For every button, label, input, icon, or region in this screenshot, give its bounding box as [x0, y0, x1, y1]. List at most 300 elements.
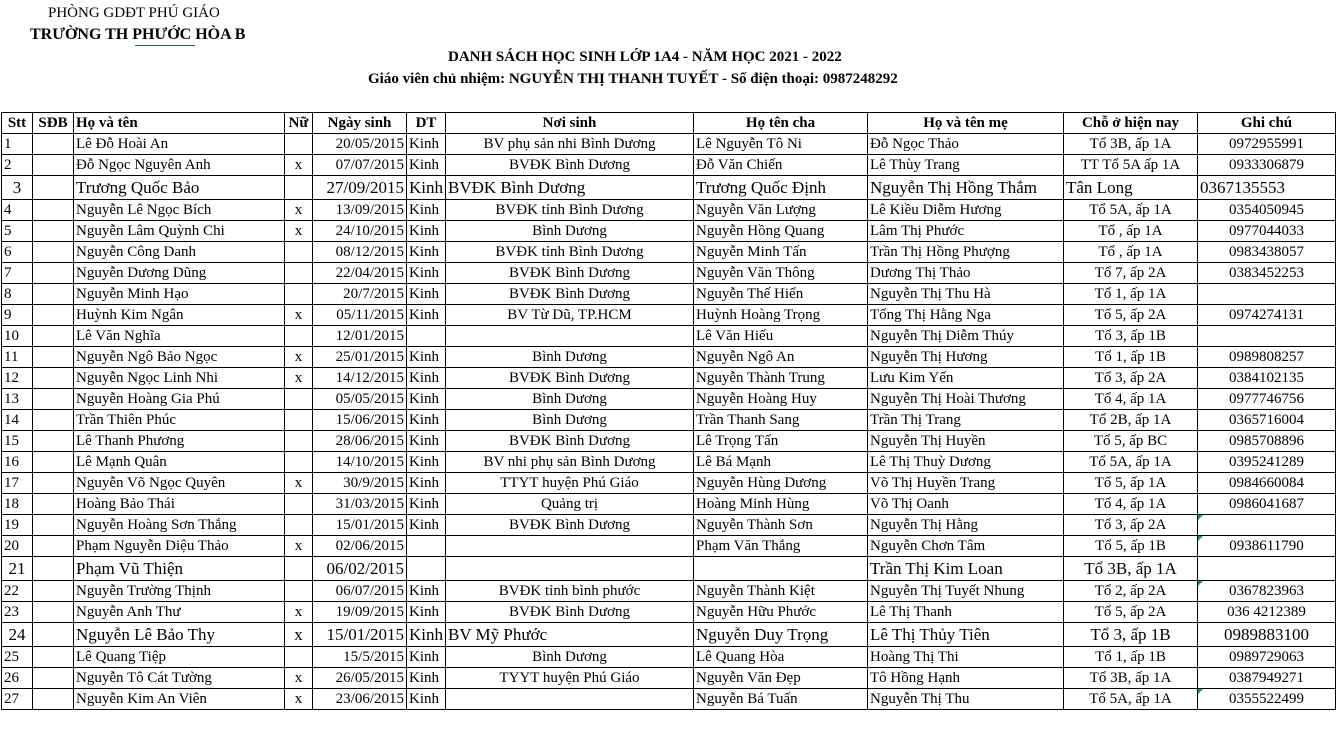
mother-cell: Tô Hồng Hạnh — [868, 668, 1064, 689]
mother-cell: Dương Thị Thảo — [868, 263, 1064, 284]
stt-cell: 9 — [2, 305, 33, 326]
father-cell: Nguyễn Thành Kiệt — [694, 581, 868, 602]
birthplace-cell: BVĐK Bình Dương — [446, 263, 694, 284]
note-cell: 0989808257 — [1198, 347, 1336, 368]
female-cell — [285, 515, 313, 536]
table-row — [2, 155, 1336, 176]
ethnicity-cell: Kinh — [407, 410, 446, 431]
sdb-cell — [33, 473, 74, 494]
sdb-cell — [33, 176, 74, 200]
name-cell: Phạm Nguyễn Diệu Thảo — [74, 536, 285, 557]
address-cell: Tổ 1, ấp 1B — [1064, 647, 1198, 668]
name-cell: Phạm Vũ Thiện — [74, 557, 285, 581]
stt-cell: 11 — [2, 347, 33, 368]
address-cell: Tổ 3, ấp 2A — [1064, 515, 1198, 536]
name-cell: Nguyễn Minh Hạo — [74, 284, 285, 305]
birthplace-cell: TYYT huyện Phú Giáo — [446, 668, 694, 689]
female-cell — [285, 647, 313, 668]
ethnicity-cell: Kinh — [407, 368, 446, 389]
address-cell: Tổ 5, ấp BC — [1064, 431, 1198, 452]
father-cell: Nguyễn Hồng Quang — [694, 221, 868, 242]
female-cell — [285, 494, 313, 515]
ethnicity-cell: Kinh — [407, 515, 446, 536]
ethnicity-cell — [407, 557, 446, 581]
birthplace-cell: BVĐK tỉnh Bình Dương — [446, 200, 694, 221]
female-cell — [285, 134, 313, 155]
stt-cell: 10 — [2, 326, 33, 347]
table-row — [2, 284, 1336, 305]
table-row — [2, 452, 1336, 473]
stt-cell: 6 — [2, 242, 33, 263]
sdb-cell — [33, 602, 74, 623]
birthdate-cell: 05/11/2015 — [313, 305, 407, 326]
column-header-female: Nữ — [285, 113, 313, 134]
father-cell: Nguyễn Hoàng Huy — [694, 389, 868, 410]
stt-cell: 5 — [2, 221, 33, 242]
address-cell: TT Tổ 5A ấp 1A — [1064, 155, 1198, 176]
name-cell: Lê Văn Nghĩa — [74, 326, 285, 347]
birthdate-cell: 27/09/2015 — [313, 176, 407, 200]
note-cell — [1198, 284, 1336, 305]
table-row — [2, 602, 1336, 623]
sdb-cell — [33, 668, 74, 689]
sdb-cell — [33, 284, 74, 305]
mother-cell: Nguyễn Thị Thu — [868, 689, 1064, 710]
female-cell: x — [285, 668, 313, 689]
address-cell: Tân Long — [1064, 176, 1198, 200]
table-row — [2, 242, 1336, 263]
stt-cell: 27 — [2, 689, 33, 710]
stt-cell: 15 — [2, 431, 33, 452]
address-cell: Tổ , ấp 1A — [1064, 221, 1198, 242]
mother-cell: Lê Thị Thuỳ Dương — [868, 452, 1064, 473]
table-row — [2, 347, 1336, 368]
document-subtitle: Giáo viên chủ nhiệm: NGUYỄN THỊ THANH TUYẾT - Số điện thoại: 0987248292 — [368, 71, 898, 87]
address-cell: Tổ 5, ấp 1B — [1064, 536, 1198, 557]
table-row — [2, 389, 1336, 410]
stt-cell: 16 — [2, 452, 33, 473]
female-cell — [285, 263, 313, 284]
table-row — [2, 668, 1336, 689]
name-cell: Nguyễn Hoàng Gia Phú — [74, 389, 285, 410]
birthplace-cell: BV nhi phụ sản Bình Dương — [446, 452, 694, 473]
address-cell: Tổ 5, ấp 2A — [1064, 602, 1198, 623]
father-cell: Nguyễn Văn Thông — [694, 263, 868, 284]
name-cell: Nguyễn Dương Dũng — [74, 263, 285, 284]
father-cell — [694, 557, 868, 581]
birthplace-cell: Bình Dương — [446, 221, 694, 242]
birthplace-cell: BV Mỹ Phước — [446, 623, 694, 647]
address-cell: Tổ 7, ấp 2A — [1064, 263, 1198, 284]
note-cell: 0367135553 — [1198, 176, 1336, 200]
note-cell: 0974274131 — [1198, 305, 1336, 326]
sdb-cell — [33, 494, 74, 515]
birthdate-cell: 30/9/2015 — [313, 473, 407, 494]
mother-cell: Lưu Kim Yến — [868, 368, 1064, 389]
table-row — [2, 536, 1336, 557]
name-cell: Nguyễn Trường Thịnh — [74, 581, 285, 602]
name-cell: Nguyễn Ngọc Linh Nhi — [74, 368, 285, 389]
address-cell: Tổ 2B, ấp 1A — [1064, 410, 1198, 431]
father-cell: Nguyễn Thành Sơn — [694, 515, 868, 536]
table-row — [2, 647, 1336, 668]
father-cell: Lê Trọng Tấn — [694, 431, 868, 452]
birthplace-cell: BVĐK Bình Dương — [446, 176, 694, 200]
mother-cell: Nguyễn Thị Hồng Thắm — [868, 176, 1064, 200]
female-cell: x — [285, 155, 313, 176]
stt-cell: 7 — [2, 263, 33, 284]
stt-cell: 3 — [2, 176, 33, 200]
female-cell — [285, 557, 313, 581]
sdb-cell — [33, 431, 74, 452]
table-row — [2, 515, 1336, 536]
birthdate-cell: 26/05/2015 — [313, 668, 407, 689]
mother-cell: Nguyễn Thị Thu Hà — [868, 284, 1064, 305]
table-row — [2, 557, 1336, 581]
birthplace-cell — [446, 557, 694, 581]
stt-cell: 8 — [2, 284, 33, 305]
ethnicity-cell: Kinh — [407, 494, 446, 515]
address-cell: Tổ 3B, ấp 1A — [1064, 668, 1198, 689]
mother-cell: Lâm Thị Phước — [868, 221, 1064, 242]
note-cell: 0989729063 — [1198, 647, 1336, 668]
mother-cell: Nguyễn Thị Hương — [868, 347, 1064, 368]
sdb-cell — [33, 326, 74, 347]
ethnicity-cell: Kinh — [407, 431, 446, 452]
father-cell: Nguyễn Văn Đẹp — [694, 668, 868, 689]
birthplace-cell: Bình Dương — [446, 647, 694, 668]
student-roster-table — [1, 112, 1336, 710]
table-row — [2, 134, 1336, 155]
note-cell: 0972955991 — [1198, 134, 1336, 155]
name-cell: Nguyễn Lâm Quỳnh Chi — [74, 221, 285, 242]
father-cell: Nguyễn Thành Trung — [694, 368, 868, 389]
mother-cell: Đỗ Ngọc Thảo — [868, 134, 1064, 155]
address-cell: Tổ 5A, ấp 1A — [1064, 689, 1198, 710]
ethnicity-cell: Kinh — [407, 200, 446, 221]
school-name-underline — [135, 45, 195, 46]
sdb-cell — [33, 515, 74, 536]
birthdate-cell: 20/7/2015 — [313, 284, 407, 305]
ethnicity-cell: Kinh — [407, 221, 446, 242]
ethnicity-cell: Kinh — [407, 689, 446, 710]
table-row — [2, 623, 1336, 647]
school-department: PHÒNG GDĐT PHÚ GIÁO — [48, 5, 220, 21]
name-cell: Nguyễn Anh Thư — [74, 602, 285, 623]
mother-cell: Lê Thị Thanh — [868, 602, 1064, 623]
column-header-note: Ghi chú — [1198, 113, 1336, 134]
stt-cell: 18 — [2, 494, 33, 515]
ethnicity-cell: Kinh — [407, 155, 446, 176]
note-cell: 0984660084 — [1198, 473, 1336, 494]
document-title: DANH SÁCH HỌC SINH LỚP 1A4 - NĂM HỌC 2021 - 2022 — [448, 49, 842, 65]
birthdate-cell: 07/07/2015 — [313, 155, 407, 176]
name-cell: Nguyễn Ngô Bảo Ngọc — [74, 347, 285, 368]
father-cell: Lê Nguyễn Tô Ni — [694, 134, 868, 155]
name-cell: Nguyễn Tô Cát Tường — [74, 668, 285, 689]
birthdate-cell: 15/01/2015 — [313, 515, 407, 536]
mother-cell: Trần Thị Hồng Phượng — [868, 242, 1064, 263]
father-cell: Nguyễn Văn Lượng — [694, 200, 868, 221]
stt-cell: 1 — [2, 134, 33, 155]
birthdate-cell: 13/09/2015 — [313, 200, 407, 221]
address-cell: Tổ 4, ấp 1A — [1064, 494, 1198, 515]
mother-cell: Trần Thị Trang — [868, 410, 1064, 431]
name-cell: Nguyễn Võ Ngọc Quyên — [74, 473, 285, 494]
female-cell — [285, 176, 313, 200]
sdb-cell — [33, 221, 74, 242]
ethnicity-cell: Kinh — [407, 473, 446, 494]
note-cell: 0354050945 — [1198, 200, 1336, 221]
father-cell: Lê Bá Mạnh — [694, 452, 868, 473]
roster-body — [2, 134, 1336, 710]
birthdate-cell: 06/02/2015 — [313, 557, 407, 581]
birthplace-cell: TTYT huyện Phú Giáo — [446, 473, 694, 494]
table-row — [2, 689, 1336, 710]
birthplace-cell: Quảng trị — [446, 494, 694, 515]
mother-cell: Nguyễn Thị Huyền — [868, 431, 1064, 452]
ethnicity-cell: Kinh — [407, 176, 446, 200]
note-cell — [1198, 326, 1336, 347]
sdb-cell — [33, 623, 74, 647]
female-cell — [285, 452, 313, 473]
table-row — [2, 176, 1336, 200]
column-header-birthdate: Ngày sinh — [313, 113, 407, 134]
female-cell: x — [285, 602, 313, 623]
female-cell: x — [285, 200, 313, 221]
ethnicity-cell: Kinh — [407, 623, 446, 647]
table-row — [2, 368, 1336, 389]
mother-cell: Võ Thị Huyền Trang — [868, 473, 1064, 494]
note-cell: 0395241289 — [1198, 452, 1336, 473]
note-cell: 0387949271 — [1198, 668, 1336, 689]
ethnicity-cell: Kinh — [407, 647, 446, 668]
note-cell: 0384102135 — [1198, 368, 1336, 389]
address-cell: Tổ 5A, ấp 1A — [1064, 452, 1198, 473]
stt-cell: 12 — [2, 368, 33, 389]
table-row — [2, 410, 1336, 431]
father-cell: Trương Quốc Định — [694, 176, 868, 200]
stt-cell: 4 — [2, 200, 33, 221]
note-cell: 0986041687 — [1198, 494, 1336, 515]
mother-cell: Lê Thùy Trang — [868, 155, 1064, 176]
female-cell — [285, 284, 313, 305]
mother-cell: Lê Thị Thủy Tiên — [868, 623, 1064, 647]
female-cell — [285, 242, 313, 263]
note-cell: 0977746756 — [1198, 389, 1336, 410]
stt-cell: 24 — [2, 623, 33, 647]
sdb-cell — [33, 389, 74, 410]
mother-cell: Nguyễn Thị Hằng — [868, 515, 1064, 536]
father-cell: Nguyễn Minh Tấn — [694, 242, 868, 263]
mother-cell: Nguyễn Thị Tuyết Nhung — [868, 581, 1064, 602]
father-cell: Lê Văn Hiếu — [694, 326, 868, 347]
female-cell — [285, 326, 313, 347]
father-cell: Nguyễn Duy Trọng — [694, 623, 868, 647]
address-cell: Tổ 3B, ấp 1A — [1064, 557, 1198, 581]
table-header-row — [2, 113, 1336, 134]
column-header-address: Chỗ ở hiện nay — [1064, 113, 1198, 134]
name-cell: Nguyễn Lê Ngọc Bích — [74, 200, 285, 221]
address-cell: Tổ 3, ấp 1B — [1064, 623, 1198, 647]
note-cell: 0933306879 — [1198, 155, 1336, 176]
birthdate-cell: 15/06/2015 — [313, 410, 407, 431]
ethnicity-cell: Kinh — [407, 581, 446, 602]
female-cell: x — [285, 221, 313, 242]
female-cell — [285, 389, 313, 410]
school-name: TRƯỜNG TH PHƯỚC HÒA B — [30, 26, 246, 43]
birthplace-cell — [446, 689, 694, 710]
sdb-cell — [33, 410, 74, 431]
birthdate-cell: 08/12/2015 — [313, 242, 407, 263]
birthplace-cell: BVĐK Bình Dương — [446, 368, 694, 389]
address-cell: Tổ , ấp 1A — [1064, 242, 1198, 263]
sdb-cell — [33, 305, 74, 326]
name-cell: Hoàng Bảo Thái — [74, 494, 285, 515]
father-cell: Nguyễn Hữu Phước — [694, 602, 868, 623]
stt-cell: 19 — [2, 515, 33, 536]
sdb-cell — [33, 452, 74, 473]
ethnicity-cell — [407, 326, 446, 347]
birthplace-cell: BVĐK Bình Dương — [446, 602, 694, 623]
address-cell: Tổ 3, ấp 1B — [1064, 326, 1198, 347]
female-cell: x — [285, 536, 313, 557]
birthplace-cell: Bình Dương — [446, 347, 694, 368]
address-cell: Tổ 5A, ấp 1A — [1064, 200, 1198, 221]
father-cell: Nguyễn Ngô An — [694, 347, 868, 368]
stt-cell: 23 — [2, 602, 33, 623]
ethnicity-cell — [407, 536, 446, 557]
mother-cell: Nguyễn Chơn Tâm — [868, 536, 1064, 557]
birthdate-cell: 14/12/2015 — [313, 368, 407, 389]
father-cell: Phạm Văn Thắng — [694, 536, 868, 557]
address-cell: Tổ 2, ấp 2A — [1064, 581, 1198, 602]
father-cell: Trần Thanh Sang — [694, 410, 868, 431]
address-cell: Tổ 3, ấp 2A — [1064, 368, 1198, 389]
address-cell: Tổ 5, ấp 1A — [1064, 473, 1198, 494]
stt-cell: 20 — [2, 536, 33, 557]
birthplace-cell: BV Từ Dũ, TP.HCM — [446, 305, 694, 326]
ethnicity-cell: Kinh — [407, 452, 446, 473]
stt-cell: 21 — [2, 557, 33, 581]
ethnicity-cell: Kinh — [407, 284, 446, 305]
sdb-cell — [33, 200, 74, 221]
sdb-cell — [33, 134, 74, 155]
table-row — [2, 431, 1336, 452]
stt-cell: 22 — [2, 581, 33, 602]
female-cell: x — [285, 347, 313, 368]
birthplace-cell: BVĐK Bình Dương — [446, 431, 694, 452]
name-cell: Nguyễn Hoàng Sơn Thắng — [74, 515, 285, 536]
name-cell: Trương Quốc Bảo — [74, 176, 285, 200]
sdb-cell — [33, 581, 74, 602]
address-cell: Tổ 1, ấp 1B — [1064, 347, 1198, 368]
table-row — [2, 305, 1336, 326]
birthdate-cell: 23/06/2015 — [313, 689, 407, 710]
birthdate-cell: 28/06/2015 — [313, 431, 407, 452]
table-row — [2, 326, 1336, 347]
birthplace-cell — [446, 536, 694, 557]
birthplace-cell: Bình Dương — [446, 389, 694, 410]
table-row — [2, 221, 1336, 242]
sdb-cell — [33, 689, 74, 710]
female-cell: x — [285, 689, 313, 710]
birthdate-cell: 05/05/2015 — [313, 389, 407, 410]
mother-cell: Tống Thị Hằng Nga — [868, 305, 1064, 326]
ethnicity-cell: Kinh — [407, 242, 446, 263]
female-cell: x — [285, 368, 313, 389]
female-cell — [285, 581, 313, 602]
name-cell: Lê Quang Tiệp — [74, 647, 285, 668]
ethnicity-cell: Kinh — [407, 263, 446, 284]
note-cell: 0383452253 — [1198, 263, 1336, 284]
note-cell: 0977044033 — [1198, 221, 1336, 242]
birthdate-cell: 19/09/2015 — [313, 602, 407, 623]
address-cell: Tổ 4, ấp 1A — [1064, 389, 1198, 410]
female-cell — [285, 431, 313, 452]
address-cell: Tổ 5, ấp 2A — [1064, 305, 1198, 326]
female-cell — [285, 410, 313, 431]
sdb-cell — [33, 536, 74, 557]
birthplace-cell: Bình Dương — [446, 410, 694, 431]
stt-cell: 17 — [2, 473, 33, 494]
sdb-cell — [33, 647, 74, 668]
birthdate-cell: 02/06/2015 — [313, 536, 407, 557]
birthplace-cell: BVĐK Bình Dương — [446, 155, 694, 176]
father-cell: Đỗ Văn Chiến — [694, 155, 868, 176]
birthplace-cell: BVĐK Bình Dương — [446, 515, 694, 536]
birthplace-cell: BVĐK tỉnh Bình Dương — [446, 242, 694, 263]
mother-cell: Lê Kiều Diễm Hương — [868, 200, 1064, 221]
stt-cell: 14 — [2, 410, 33, 431]
father-cell: Hoàng Minh Hùng — [694, 494, 868, 515]
table-row — [2, 200, 1336, 221]
column-header-birthplace: Nơi sinh — [446, 113, 694, 134]
name-cell: Nguyễn Kim An Viên — [74, 689, 285, 710]
birthdate-cell: 14/10/2015 — [313, 452, 407, 473]
stt-cell: 26 — [2, 668, 33, 689]
sdb-cell — [33, 557, 74, 581]
father-cell: Nguyễn Thế Hiển — [694, 284, 868, 305]
address-cell: Tổ 3B, ấp 1A — [1064, 134, 1198, 155]
birthdate-cell: 24/10/2015 — [313, 221, 407, 242]
name-cell: Lê Mạnh Quân — [74, 452, 285, 473]
sdb-cell — [33, 155, 74, 176]
birthplace-cell: BV phụ sản nhi Bình Dương — [446, 134, 694, 155]
female-cell: x — [285, 305, 313, 326]
note-cell — [1198, 557, 1336, 581]
stt-cell: 2 — [2, 155, 33, 176]
birthplace-cell — [446, 326, 694, 347]
note-cell: 0983438057 — [1198, 242, 1336, 263]
sdb-cell — [33, 347, 74, 368]
birthdate-cell: 25/01/2015 — [313, 347, 407, 368]
name-cell: Đỗ Ngọc Nguyên Anh — [74, 155, 285, 176]
birthdate-cell: 06/07/2015 — [313, 581, 407, 602]
name-cell: Lê Thanh Phương — [74, 431, 285, 452]
note-cell: 036 4212389 — [1198, 602, 1336, 623]
name-cell: Trần Thiên Phúc — [74, 410, 285, 431]
mother-cell: Nguyễn Thị Hoài Thương — [868, 389, 1064, 410]
note-cell: 0938611790 — [1198, 536, 1336, 557]
column-header-father: Họ tên cha — [694, 113, 868, 134]
stt-cell: 13 — [2, 389, 33, 410]
birthplace-cell: BVĐK Bình Dương — [446, 284, 694, 305]
father-cell: Lê Quang Hòa — [694, 647, 868, 668]
column-header-name: Họ và tên — [74, 113, 285, 134]
note-cell: 0355522499 — [1198, 689, 1336, 710]
father-cell: Nguyễn Hùng Dương — [694, 473, 868, 494]
